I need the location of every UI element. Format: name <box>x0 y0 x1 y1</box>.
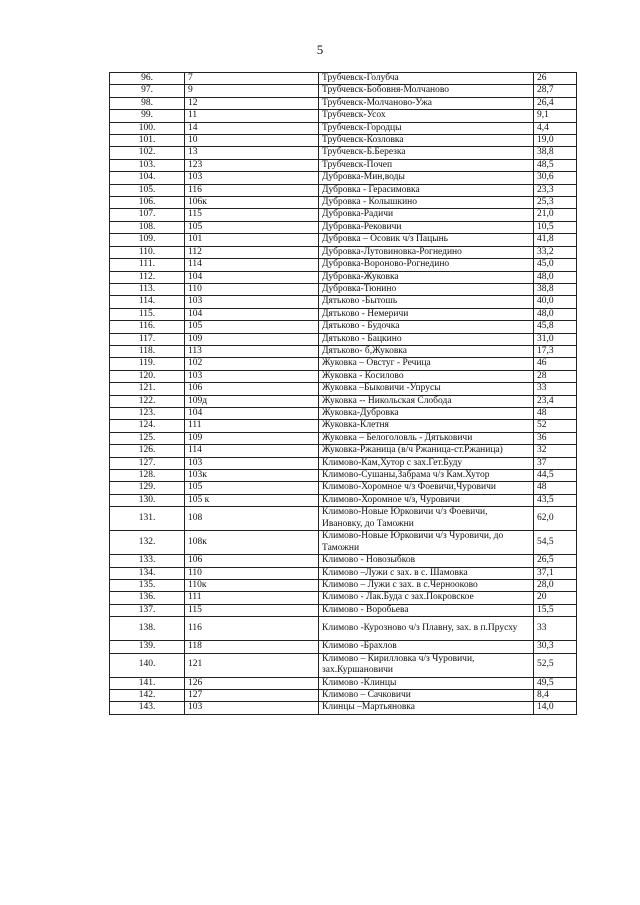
row-number-cell: 131. <box>110 507 185 531</box>
route-code-cell: 105 <box>185 321 319 333</box>
row-number-cell: 129. <box>110 482 185 494</box>
table-row <box>110 296 577 308</box>
distance-cell: 44,5 <box>534 470 577 482</box>
row-number-cell: 96. <box>110 73 185 85</box>
route-name-cell: Климово-Хоромное ч/з, Чуровичи <box>319 494 534 506</box>
row-number-cell: 122. <box>110 395 185 407</box>
distance-cell: 48,5 <box>534 159 577 171</box>
distance-cell: 62,0 <box>534 507 577 531</box>
route-code-cell: 103 <box>185 702 319 714</box>
route-code-cell: 109д <box>185 395 319 407</box>
route-name-cell: Трубчевск-Бобовня-Молчаново <box>319 85 534 97</box>
route-code-cell: 110к <box>185 580 319 592</box>
distance-cell: 40,0 <box>534 296 577 308</box>
table-row <box>110 690 577 702</box>
route-code-cell: 103к <box>185 470 319 482</box>
row-number-cell: 125. <box>110 432 185 444</box>
row-number-cell: 123. <box>110 407 185 419</box>
route-code-cell: 103 <box>185 172 319 184</box>
row-number-cell: 99. <box>110 110 185 122</box>
route-name-cell: Климово – Лужи с зах. в с.Чернооково <box>319 580 534 592</box>
row-number-cell: 104. <box>110 172 185 184</box>
table-row <box>110 457 577 469</box>
row-number-cell: 113. <box>110 283 185 295</box>
route-name-cell: Жуковка-Клетня <box>319 420 534 432</box>
route-name-cell: Жуковка -- Никольская Слобода <box>319 395 534 407</box>
row-number-cell: 138. <box>110 617 185 641</box>
row-number-cell: 143. <box>110 702 185 714</box>
distance-cell: 52,5 <box>534 653 577 677</box>
route-name-cell: Дубровка-Жуковка <box>319 271 534 283</box>
route-name-cell: Дубровка - Колышкино <box>319 197 534 209</box>
route-code-cell: 110 <box>185 283 319 295</box>
row-number-cell: 133. <box>110 555 185 567</box>
distance-cell: 54,5 <box>534 531 577 555</box>
distance-cell: 46 <box>534 358 577 370</box>
page-number: 5 <box>316 42 324 57</box>
row-number-cell: 119. <box>110 358 185 370</box>
distance-cell: 37 <box>534 457 577 469</box>
distance-cell: 8,4 <box>534 690 577 702</box>
row-number-cell: 124. <box>110 420 185 432</box>
distance-cell: 33 <box>534 383 577 395</box>
route-code-cell: 112 <box>185 246 319 258</box>
route-code-cell: 105 <box>185 482 319 494</box>
row-number-cell: 102. <box>110 147 185 159</box>
route-name-cell: Жуковка – Белоголовль - Дятьковичи <box>319 432 534 444</box>
table-row <box>110 494 577 506</box>
row-number-cell: 101. <box>110 135 185 147</box>
distance-cell: 31,0 <box>534 333 577 345</box>
table-row <box>110 555 577 567</box>
route-name-cell: Дубровка-Рековичи <box>319 221 534 233</box>
route-code-cell: 104 <box>185 271 319 283</box>
distance-cell: 23,4 <box>534 395 577 407</box>
table-row <box>110 641 577 653</box>
table-row <box>110 370 577 382</box>
route-name-cell: Климово – Сачковичи <box>319 690 534 702</box>
row-number-cell: 98. <box>110 97 185 109</box>
row-number-cell: 116. <box>110 321 185 333</box>
route-name-cell: Климово-Кам,Хутор с зах.Гет.Буду <box>319 457 534 469</box>
route-name-cell: Трубчевск-Молчаново-Ужа <box>319 97 534 109</box>
route-name-cell: Климово-Новые Юрковичи ч/з Чуровичи, до Таможни <box>319 531 534 555</box>
row-number-cell: 111. <box>110 259 185 271</box>
route-code-cell: 111 <box>185 420 319 432</box>
row-number-cell: 108. <box>110 221 185 233</box>
distance-cell: 48 <box>534 407 577 419</box>
route-code-cell: 102 <box>185 358 319 370</box>
table-row <box>110 345 577 357</box>
distance-cell: 25,3 <box>534 197 577 209</box>
route-code-cell: 14 <box>185 122 319 134</box>
route-name-cell: Трубчевск-Козловка <box>319 135 534 147</box>
route-code-cell: 103 <box>185 370 319 382</box>
route-code-cell: 126 <box>185 677 319 689</box>
route-code-cell: 11 <box>185 110 319 122</box>
row-number-cell: 126. <box>110 445 185 457</box>
row-number-cell: 115. <box>110 308 185 320</box>
route-code-cell: 106к <box>185 197 319 209</box>
distance-cell: 26,5 <box>534 555 577 567</box>
row-number-cell: 127. <box>110 457 185 469</box>
route-name-cell: Трубчевск-Голубча <box>319 73 534 85</box>
table-row <box>110 531 577 555</box>
route-code-cell: 113 <box>185 345 319 357</box>
route-code-cell: 103 <box>185 457 319 469</box>
distance-cell: 38,8 <box>534 147 577 159</box>
distance-cell: 28 <box>534 370 577 382</box>
distance-cell: 52 <box>534 420 577 432</box>
route-name-cell: Климово -Курозново ч/з Плавну, зах. в п.Прусху <box>319 617 534 641</box>
table-row <box>110 209 577 221</box>
row-number-cell: 132. <box>110 531 185 555</box>
table-row <box>110 470 577 482</box>
table-row <box>110 333 577 345</box>
row-number-cell: 120. <box>110 370 185 382</box>
distance-cell: 48 <box>534 482 577 494</box>
table-row <box>110 184 577 196</box>
distance-cell: 15,5 <box>534 604 577 616</box>
row-number-cell: 103. <box>110 159 185 171</box>
route-code-cell: 7 <box>185 73 319 85</box>
table-row <box>110 482 577 494</box>
distance-cell: 10,5 <box>534 221 577 233</box>
row-number-cell: 142. <box>110 690 185 702</box>
table-row <box>110 172 577 184</box>
table-row <box>110 110 577 122</box>
distance-cell: 32 <box>534 445 577 457</box>
route-name-cell: Дятьково- б,Жуковка <box>319 345 534 357</box>
route-name-cell: Климово-Хоромное ч/з Фоевичи,Чуровичи <box>319 482 534 494</box>
table-row <box>110 271 577 283</box>
route-name-cell: Дубровка-Радичи <box>319 209 534 221</box>
distance-cell: 48,0 <box>534 308 577 320</box>
distance-cell: 19,0 <box>534 135 577 147</box>
table-row <box>110 395 577 407</box>
distance-cell: 23,3 <box>534 184 577 196</box>
route-code-cell: 12 <box>185 97 319 109</box>
distance-cell: 9,1 <box>534 110 577 122</box>
distance-cell: 28,7 <box>534 85 577 97</box>
table-row <box>110 73 577 85</box>
row-number-cell: 110. <box>110 246 185 258</box>
table-row <box>110 135 577 147</box>
row-number-cell: 140. <box>110 653 185 677</box>
distance-cell: 36 <box>534 432 577 444</box>
table-row <box>110 420 577 432</box>
route-name-cell: Климово - Новозыбков <box>319 555 534 567</box>
table-row <box>110 246 577 258</box>
row-number-cell: 105. <box>110 184 185 196</box>
route-name-cell: Жуковка – Овстуг - Речица <box>319 358 534 370</box>
table-row <box>110 234 577 246</box>
distance-cell: 38,8 <box>534 283 577 295</box>
distance-cell: 26,4 <box>534 97 577 109</box>
distance-cell: 30,3 <box>534 641 577 653</box>
table-row <box>110 653 577 677</box>
table-row <box>110 580 577 592</box>
route-code-cell: 127 <box>185 690 319 702</box>
table-row <box>110 432 577 444</box>
distance-cell: 33,2 <box>534 246 577 258</box>
route-code-cell: 116 <box>185 617 319 641</box>
row-number-cell: 107. <box>110 209 185 221</box>
route-name-cell: Дятьково - Бацкино <box>319 333 534 345</box>
distance-cell: 21,0 <box>534 209 577 221</box>
table-row <box>110 259 577 271</box>
row-number-cell: 139. <box>110 641 185 653</box>
route-code-cell: 111 <box>185 592 319 604</box>
route-code-cell: 10 <box>185 135 319 147</box>
route-name-cell: Климово –Лужи с зах. в с. Шамовка <box>319 567 534 579</box>
row-number-cell: 141. <box>110 677 185 689</box>
route-code-cell: 105 <box>185 221 319 233</box>
row-number-cell: 134. <box>110 567 185 579</box>
route-code-cell: 110 <box>185 567 319 579</box>
route-code-cell: 115 <box>185 604 319 616</box>
table-row <box>110 85 577 97</box>
route-name-cell: Дубровка – Осовик ч/з Пацынь <box>319 234 534 246</box>
route-code-cell: 109 <box>185 333 319 345</box>
row-number-cell: 97. <box>110 85 185 97</box>
route-code-cell: 108к <box>185 531 319 555</box>
route-code-cell: 114 <box>185 259 319 271</box>
distance-cell: 17,3 <box>534 345 577 357</box>
route-name-cell: Климово -Брахлов <box>319 641 534 653</box>
table-row <box>110 308 577 320</box>
distance-cell: 41,8 <box>534 234 577 246</box>
route-code-cell: 103 <box>185 296 319 308</box>
distance-cell: 48,0 <box>534 271 577 283</box>
distance-cell: 45,8 <box>534 321 577 333</box>
route-code-cell: 118 <box>185 641 319 653</box>
route-code-cell: 106 <box>185 555 319 567</box>
route-code-cell: 106 <box>185 383 319 395</box>
row-number-cell: 137. <box>110 604 185 616</box>
route-name-cell: Трубчевск-Почеп <box>319 159 534 171</box>
table-row <box>110 567 577 579</box>
route-name-cell: Трубчевск-Городцы <box>319 122 534 134</box>
route-code-cell: 105 к <box>185 494 319 506</box>
route-name-cell: Жуковка-Дубровка <box>319 407 534 419</box>
route-name-cell: Жуковка –Быковичи -Упрусы <box>319 383 534 395</box>
row-number-cell: 114. <box>110 296 185 308</box>
route-code-cell: 101 <box>185 234 319 246</box>
table-row <box>110 283 577 295</box>
row-number-cell: 130. <box>110 494 185 506</box>
route-name-cell: Дятьково -Бытошь <box>319 296 534 308</box>
route-code-cell: 123 <box>185 159 319 171</box>
route-name-cell: Климово-Новые Юрковичи ч/з Фоевичи, Ивановку, до Таможни <box>319 507 534 531</box>
route-name-cell: Дубровка - Герасимовка <box>319 184 534 196</box>
route-name-cell: Климово-Сушаны,Забрама ч/з Кам.Хутор <box>319 470 534 482</box>
table-row <box>110 677 577 689</box>
route-code-cell: 109 <box>185 432 319 444</box>
distance-cell: 49,5 <box>534 677 577 689</box>
row-number-cell: 128. <box>110 470 185 482</box>
route-name-cell: Климово - Лак.Буда с зах.Покровское <box>319 592 534 604</box>
table-row <box>110 321 577 333</box>
distance-cell: 4,4 <box>534 122 577 134</box>
route-code-cell: 13 <box>185 147 319 159</box>
table-row <box>110 407 577 419</box>
table-row <box>110 604 577 616</box>
route-name-cell: Дятьково - Будочка <box>319 321 534 333</box>
distance-cell: 30,6 <box>534 172 577 184</box>
routes-table-body <box>110 73 577 715</box>
row-number-cell: 136. <box>110 592 185 604</box>
row-number-cell: 106. <box>110 197 185 209</box>
distance-cell: 26 <box>534 73 577 85</box>
route-code-cell: 104 <box>185 407 319 419</box>
route-code-cell: 116 <box>185 184 319 196</box>
route-name-cell: Климово -Клинцы <box>319 677 534 689</box>
route-name-cell: Дубровка-Мин,воды <box>319 172 534 184</box>
route-name-cell: Климово - Воробьева <box>319 604 534 616</box>
row-number-cell: 121. <box>110 383 185 395</box>
route-name-cell: Дубровка-Тюнино <box>319 283 534 295</box>
table-row <box>110 147 577 159</box>
table-row <box>110 383 577 395</box>
table-row <box>110 159 577 171</box>
route-name-cell: Жуковка - Косилово <box>319 370 534 382</box>
routes-table <box>109 72 577 715</box>
row-number-cell: 117. <box>110 333 185 345</box>
row-number-cell: 118. <box>110 345 185 357</box>
table-row <box>110 97 577 109</box>
route-name-cell: Дятьково - Немеричи <box>319 308 534 320</box>
route-name-cell: Клинцы –Мартьяновка <box>319 702 534 714</box>
row-number-cell: 135. <box>110 580 185 592</box>
distance-cell: 43,5 <box>534 494 577 506</box>
row-number-cell: 100. <box>110 122 185 134</box>
distance-cell: 14,0 <box>534 702 577 714</box>
table-row <box>110 702 577 714</box>
route-code-cell: 9 <box>185 85 319 97</box>
table-row <box>110 507 577 531</box>
table-row <box>110 221 577 233</box>
route-name-cell: Трубчевск-Усох <box>319 110 534 122</box>
table-row <box>110 592 577 604</box>
route-name-cell: Трубчевск-Б.Березка <box>319 147 534 159</box>
table-row <box>110 445 577 457</box>
table-row <box>110 122 577 134</box>
row-number-cell: 112. <box>110 271 185 283</box>
distance-cell: 37,1 <box>534 567 577 579</box>
route-code-cell: 114 <box>185 445 319 457</box>
route-name-cell: Дубровка-Лутовиновка-Рогнедино <box>319 246 534 258</box>
distance-cell: 20 <box>534 592 577 604</box>
route-name-cell: Климово – Кирилловка ч/з Чуровичи, зах.Куршановичи <box>319 653 534 677</box>
table-row <box>110 617 577 641</box>
table-row <box>110 358 577 370</box>
route-code-cell: 115 <box>185 209 319 221</box>
route-code-cell: 121 <box>185 653 319 677</box>
distance-cell: 28,0 <box>534 580 577 592</box>
route-name-cell: Жуковка-Ржаница (в/ч Ржаница-ст.Ржаница) <box>319 445 534 457</box>
distance-cell: 33 <box>534 617 577 641</box>
distance-cell: 45,0 <box>534 259 577 271</box>
route-code-cell: 104 <box>185 308 319 320</box>
route-code-cell: 108 <box>185 507 319 531</box>
route-name-cell: Дубровка-Вороново-Рогнедино <box>319 259 534 271</box>
table-row <box>110 197 577 209</box>
row-number-cell: 109. <box>110 234 185 246</box>
